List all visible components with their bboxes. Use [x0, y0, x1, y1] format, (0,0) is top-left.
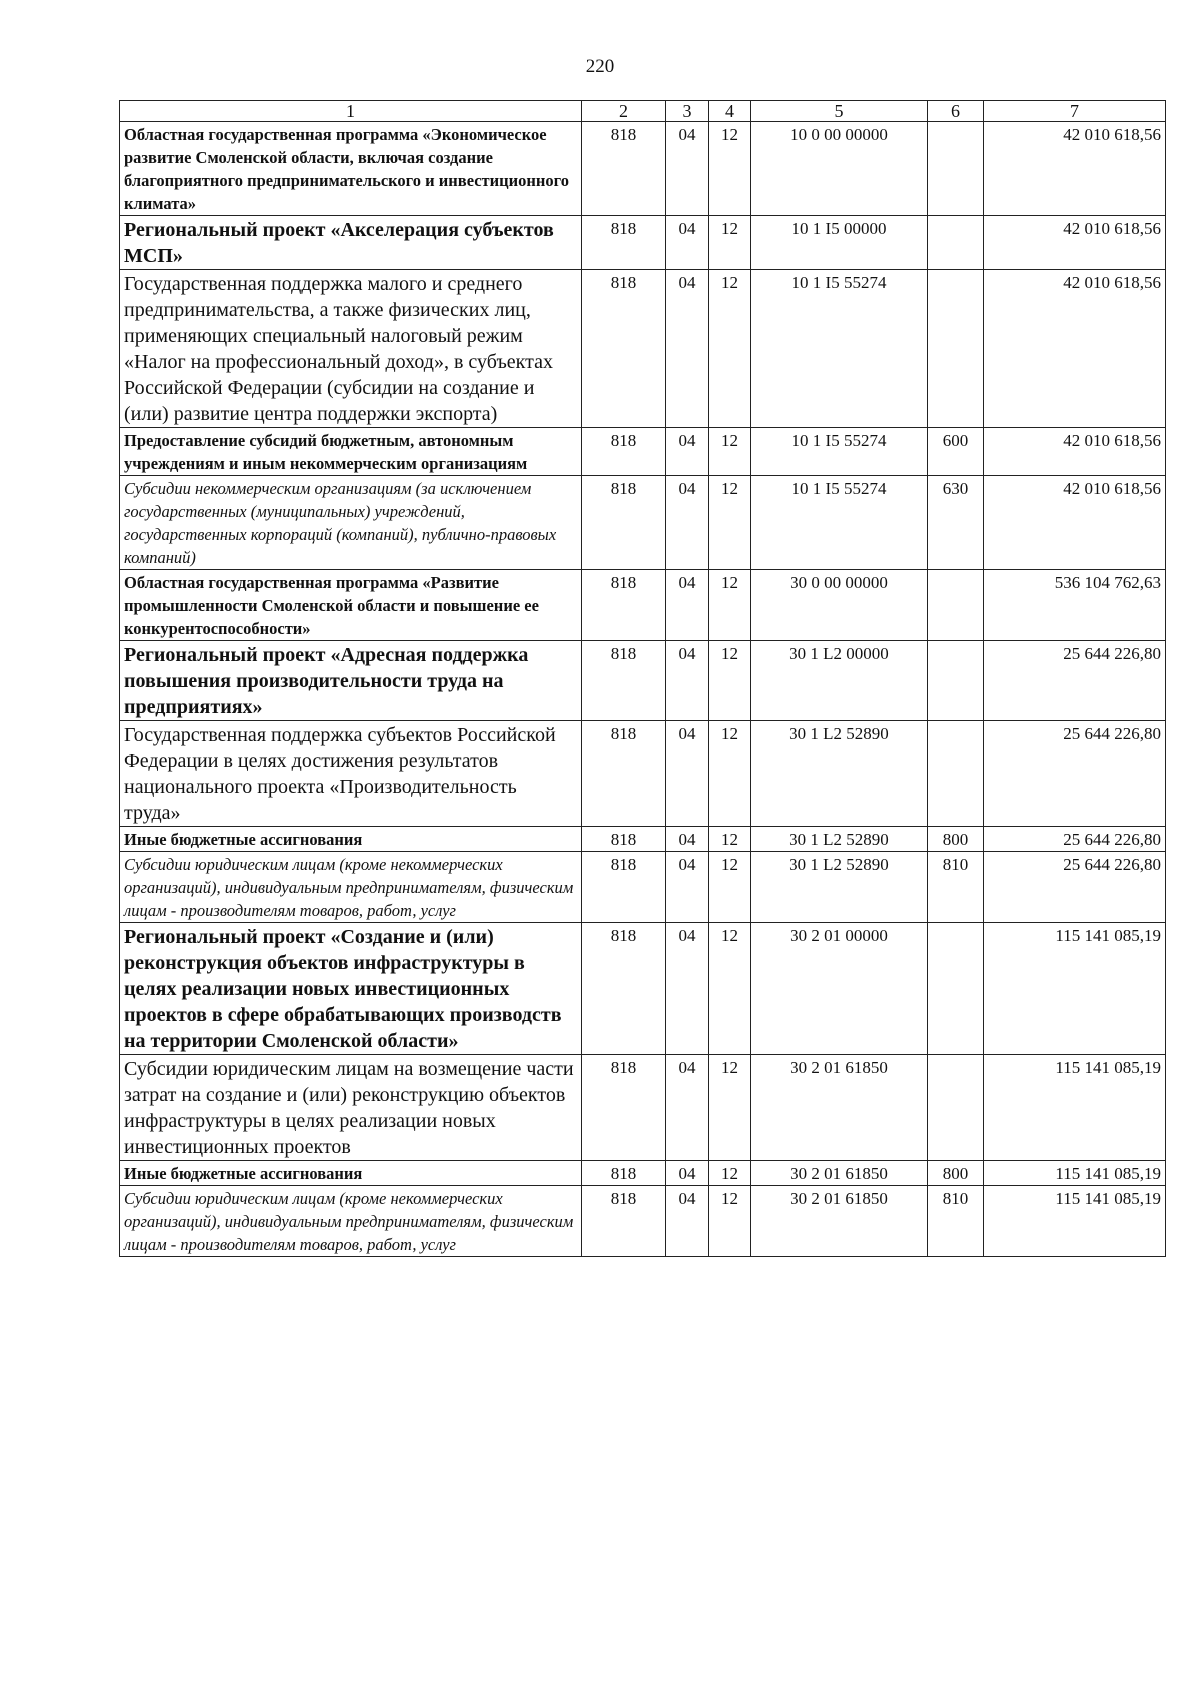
budget-item-name: Государственная поддержка малого и среднего предпринимательства, а также физических лиц, применяющих специальный налоговый режим «Налог на профессиональный доход», в субъектах Российской Федерации (субсидии на создание и (или) развитие центра поддержки экспорта)	[120, 270, 582, 428]
department-code: 818	[582, 721, 666, 827]
section-code: 04	[666, 428, 709, 476]
table-row	[120, 827, 1166, 852]
target-article-code: 30 1 L2 52890	[751, 721, 928, 827]
section-code: 04	[666, 1186, 709, 1257]
subsection-code: 12	[709, 216, 751, 270]
expense-type-code	[928, 923, 984, 1055]
amount: 25 644 226,80	[984, 641, 1166, 721]
column-header: 2	[582, 101, 666, 122]
department-code: 818	[582, 428, 666, 476]
column-number-row	[120, 101, 1166, 122]
amount: 42 010 618,56	[984, 122, 1166, 216]
expense-type-code: 810	[928, 852, 984, 923]
amount: 115 141 085,19	[984, 1055, 1166, 1161]
expense-type-code	[928, 570, 984, 641]
subsection-code: 12	[709, 270, 751, 428]
budget-item-name: Субсидии некоммерческим организациям (за исключением государственных (муниципальных) учреждений, государственных корпораций (компаний), публично-правовых компаний)	[120, 476, 582, 570]
subsection-code: 12	[709, 1186, 751, 1257]
subsection-code: 12	[709, 827, 751, 852]
target-article-code: 10 0 00 00000	[751, 122, 928, 216]
target-article-code: 30 0 00 00000	[751, 570, 928, 641]
amount: 25 644 226,80	[984, 721, 1166, 827]
subsection-code: 12	[709, 1161, 751, 1186]
amount: 42 010 618,56	[984, 476, 1166, 570]
table-row	[120, 428, 1166, 476]
target-article-code: 30 2 01 00000	[751, 923, 928, 1055]
department-code: 818	[582, 270, 666, 428]
subsection-code: 12	[709, 570, 751, 641]
table-row	[120, 721, 1166, 827]
section-code: 04	[666, 923, 709, 1055]
budget-item-name: Региональный проект «Адресная поддержка повышения производительности труда на предприятиях»	[120, 641, 582, 721]
section-code: 04	[666, 852, 709, 923]
table-row	[120, 852, 1166, 923]
budget-item-name: Областная государственная программа «Экономическое развитие Смоленской области, включая создание благоприятного предпринимательского и инвестиционного климата»	[120, 122, 582, 216]
table-row	[120, 641, 1166, 721]
department-code: 818	[582, 1161, 666, 1186]
expense-type-code	[928, 216, 984, 270]
amount: 42 010 618,56	[984, 270, 1166, 428]
budget-item-name: Субсидии юридическим лицам (кроме некоммерческих организаций), индивидуальным предпринимателям, физическим лицам - производителям товаров, работ, услуг	[120, 1186, 582, 1257]
expense-type-code	[928, 641, 984, 721]
column-header: 3	[666, 101, 709, 122]
target-article-code: 10 1 I5 55274	[751, 476, 928, 570]
section-code: 04	[666, 1161, 709, 1186]
department-code: 818	[582, 476, 666, 570]
section-code: 04	[666, 270, 709, 428]
section-code: 04	[666, 476, 709, 570]
table-row	[120, 923, 1166, 1055]
amount: 25 644 226,80	[984, 827, 1166, 852]
table-row	[120, 476, 1166, 570]
table-row	[120, 570, 1166, 641]
section-code: 04	[666, 641, 709, 721]
column-header: 7	[984, 101, 1166, 122]
target-article-code: 10 1 I5 55274	[751, 428, 928, 476]
budget-item-name: Региональный проект «Создание и (или) реконструкция объектов инфраструктуры в целях реализации новых инвестиционных проектов в сфере обрабатывающих производств на территории Смоленской области»	[120, 923, 582, 1055]
column-header: 1	[120, 101, 582, 122]
expense-type-code: 800	[928, 827, 984, 852]
target-article-code: 10 1 I5 55274	[751, 270, 928, 428]
subsection-code: 12	[709, 641, 751, 721]
section-code: 04	[666, 216, 709, 270]
subsection-code: 12	[709, 476, 751, 570]
amount: 25 644 226,80	[984, 852, 1166, 923]
table-row	[120, 1161, 1166, 1186]
department-code: 818	[582, 216, 666, 270]
table-row	[120, 270, 1166, 428]
section-code: 04	[666, 721, 709, 827]
budget-item-name: Иные бюджетные ассигнования	[120, 1161, 582, 1186]
subsection-code: 12	[709, 721, 751, 827]
budget-item-name: Предоставление субсидий бюджетным, автономным учреждениям и иным некоммерческим организациям	[120, 428, 582, 476]
subsection-code: 12	[709, 852, 751, 923]
section-code: 04	[666, 1055, 709, 1161]
budget-item-name: Государственная поддержка субъектов Российской Федерации в целях достижения результатов национального проекта «Производительность труда»	[120, 721, 582, 827]
target-article-code: 30 2 01 61850	[751, 1186, 928, 1257]
target-article-code: 10 1 I5 00000	[751, 216, 928, 270]
department-code: 818	[582, 852, 666, 923]
department-code: 818	[582, 1055, 666, 1161]
table-row	[120, 1186, 1166, 1257]
section-code: 04	[666, 827, 709, 852]
budget-item-name: Субсидии юридическим лицам на возмещение части затрат на создание и (или) реконструкцию объектов инфраструктуры в целях реализации новых инвестиционных проектов	[120, 1055, 582, 1161]
expense-type-code	[928, 1055, 984, 1161]
table-row	[120, 1055, 1166, 1161]
amount: 115 141 085,19	[984, 1186, 1166, 1257]
amount: 115 141 085,19	[984, 923, 1166, 1055]
expense-type-code: 810	[928, 1186, 984, 1257]
expense-type-code: 800	[928, 1161, 984, 1186]
budget-item-name: Иные бюджетные ассигнования	[120, 827, 582, 852]
budget-item-name: Областная государственная программа «Развитие промышленности Смоленской области и повышение ее конкурентоспособности»	[120, 570, 582, 641]
amount: 536 104 762,63	[984, 570, 1166, 641]
target-article-code: 30 2 01 61850	[751, 1161, 928, 1186]
subsection-code: 12	[709, 122, 751, 216]
section-code: 04	[666, 122, 709, 216]
expense-type-code: 630	[928, 476, 984, 570]
column-header: 5	[751, 101, 928, 122]
section-code: 04	[666, 570, 709, 641]
target-article-code: 30 2 01 61850	[751, 1055, 928, 1161]
department-code: 818	[582, 1186, 666, 1257]
department-code: 818	[582, 641, 666, 721]
amount: 115 141 085,19	[984, 1161, 1166, 1186]
subsection-code: 12	[709, 1055, 751, 1161]
budget-item-name: Региональный проект «Акселерация субъектов МСП»	[120, 216, 582, 270]
expense-type-code	[928, 721, 984, 827]
table-row	[120, 122, 1166, 216]
amount: 42 010 618,56	[984, 428, 1166, 476]
target-article-code: 30 1 L2 52890	[751, 827, 928, 852]
target-article-code: 30 1 L2 00000	[751, 641, 928, 721]
budget-item-name: Субсидии юридическим лицам (кроме некоммерческих организаций), индивидуальным предпринимателям, физическим лицам - производителям товаров, работ, услуг	[120, 852, 582, 923]
department-code: 818	[582, 122, 666, 216]
department-code: 818	[582, 570, 666, 641]
subsection-code: 12	[709, 428, 751, 476]
column-header: 6	[928, 101, 984, 122]
target-article-code: 30 1 L2 52890	[751, 852, 928, 923]
expense-type-code	[928, 122, 984, 216]
table-row	[120, 216, 1166, 270]
amount: 42 010 618,56	[984, 216, 1166, 270]
expense-type-code: 600	[928, 428, 984, 476]
budget-table	[119, 100, 1166, 1257]
column-header: 4	[709, 101, 751, 122]
subsection-code: 12	[709, 923, 751, 1055]
department-code: 818	[582, 827, 666, 852]
department-code: 818	[582, 923, 666, 1055]
page-number: 220	[585, 56, 615, 77]
expense-type-code	[928, 270, 984, 428]
